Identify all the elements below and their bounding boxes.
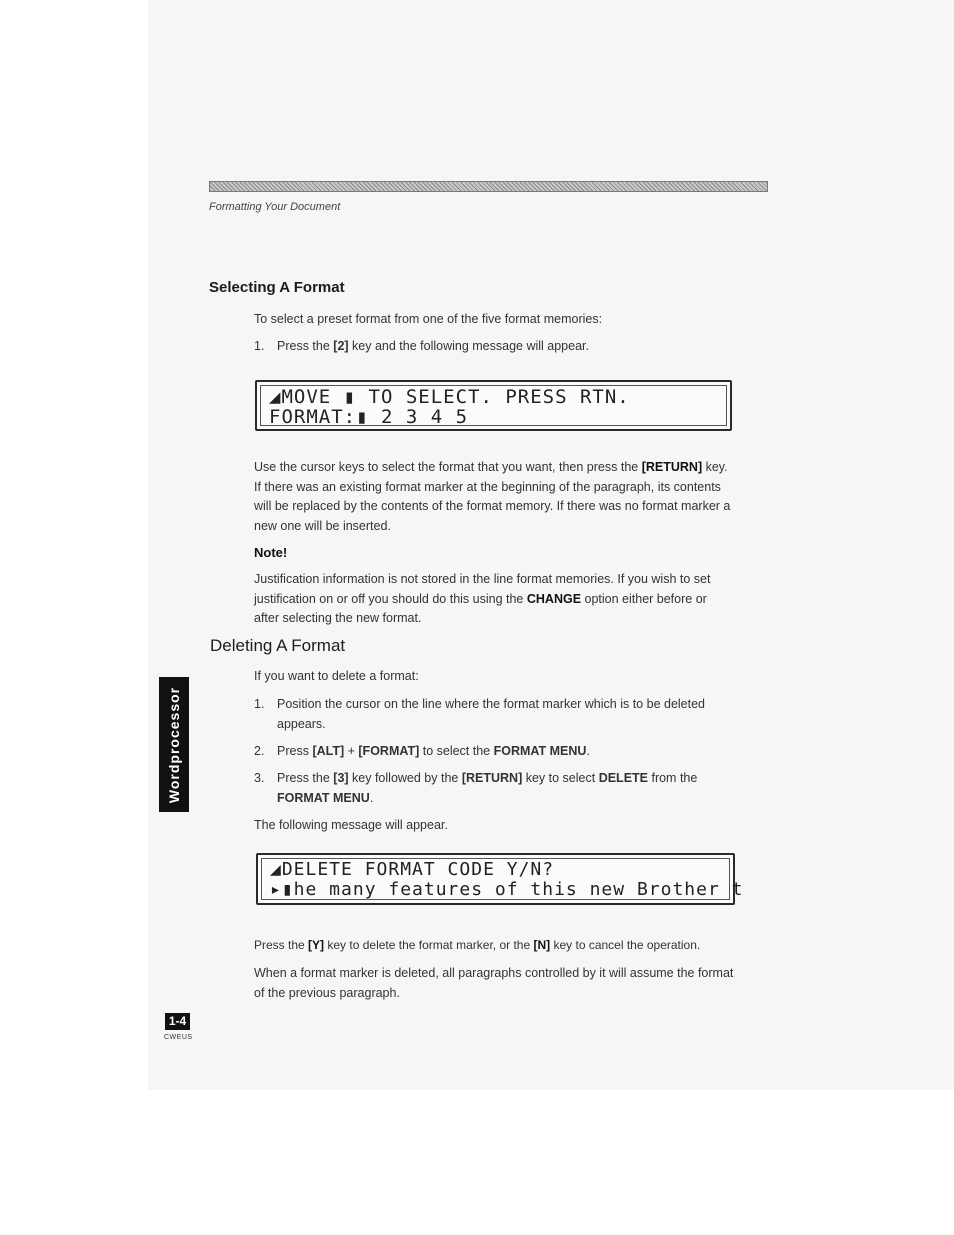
delete-intro: If you want to delete a format: (254, 669, 419, 683)
delete-follow: The following message will appear. (254, 818, 448, 832)
footer-code: CWEUS (164, 1034, 193, 1041)
lcd-line-2: FORMAT:▮ 2 3 4 5 (269, 406, 469, 428)
heading-deleting-format: Deleting A Format (210, 636, 346, 655)
lcd-display-select (255, 380, 732, 431)
select-intro: To select a preset format from one of the five format memories: (254, 312, 603, 326)
running-head: Formatting Your Document (209, 201, 341, 213)
select-body: Use the cursor keys to select the format that you want, then press the [RETURN] key. If there was an existing format marker at the beginning of the paragraph, its contents will be replaced by the contents of the format memory. If there was no format marker a new one will be inserted. (254, 460, 731, 533)
delete-when: When a format marker is deleted, all paragraphs controlled by it will assume the format of the previous paragraph. (254, 966, 734, 1000)
note-body: Justification information is not stored in the line format memories. If you wish to set justification on or off you should do this using the CHANGE option either before or after selecting the new format. (254, 572, 711, 625)
lcd-line-1: ◢MOVE ▮ TO SELECT. PRESS RTN. (269, 386, 630, 408)
page-number: 1-4 (165, 1013, 190, 1030)
delete-step-3: 3. Press the [3] key followed by the [RETURN] key to select DELETE from the FORMAT MENU. (254, 771, 698, 805)
delete-step-1: 1. Position the cursor on the line where the format marker which is to be deleted appears. (254, 697, 705, 731)
lcd-line-2: ▸▮he many features of this new Brother t (270, 879, 744, 900)
select-step-1: 1. Press the [2] key and the following message will appear. (254, 339, 589, 353)
note-heading: Note! (254, 545, 288, 560)
side-tab-wordprocessor: Wordprocessor (159, 677, 189, 812)
delete-step-2: 2. Press [ALT] + [FORMAT] to select the FORMAT MENU. (254, 744, 590, 758)
header-rule (209, 181, 768, 192)
heading-selecting-format: Selecting A Format (209, 279, 345, 296)
lcd-line-1: ◢DELETE FORMAT CODE Y/N? (270, 859, 555, 880)
delete-press-instructions: Press the [Y] key to delete the format marker, or the [N] key to cancel the operation. (254, 938, 701, 952)
lcd-display-delete (256, 853, 744, 905)
